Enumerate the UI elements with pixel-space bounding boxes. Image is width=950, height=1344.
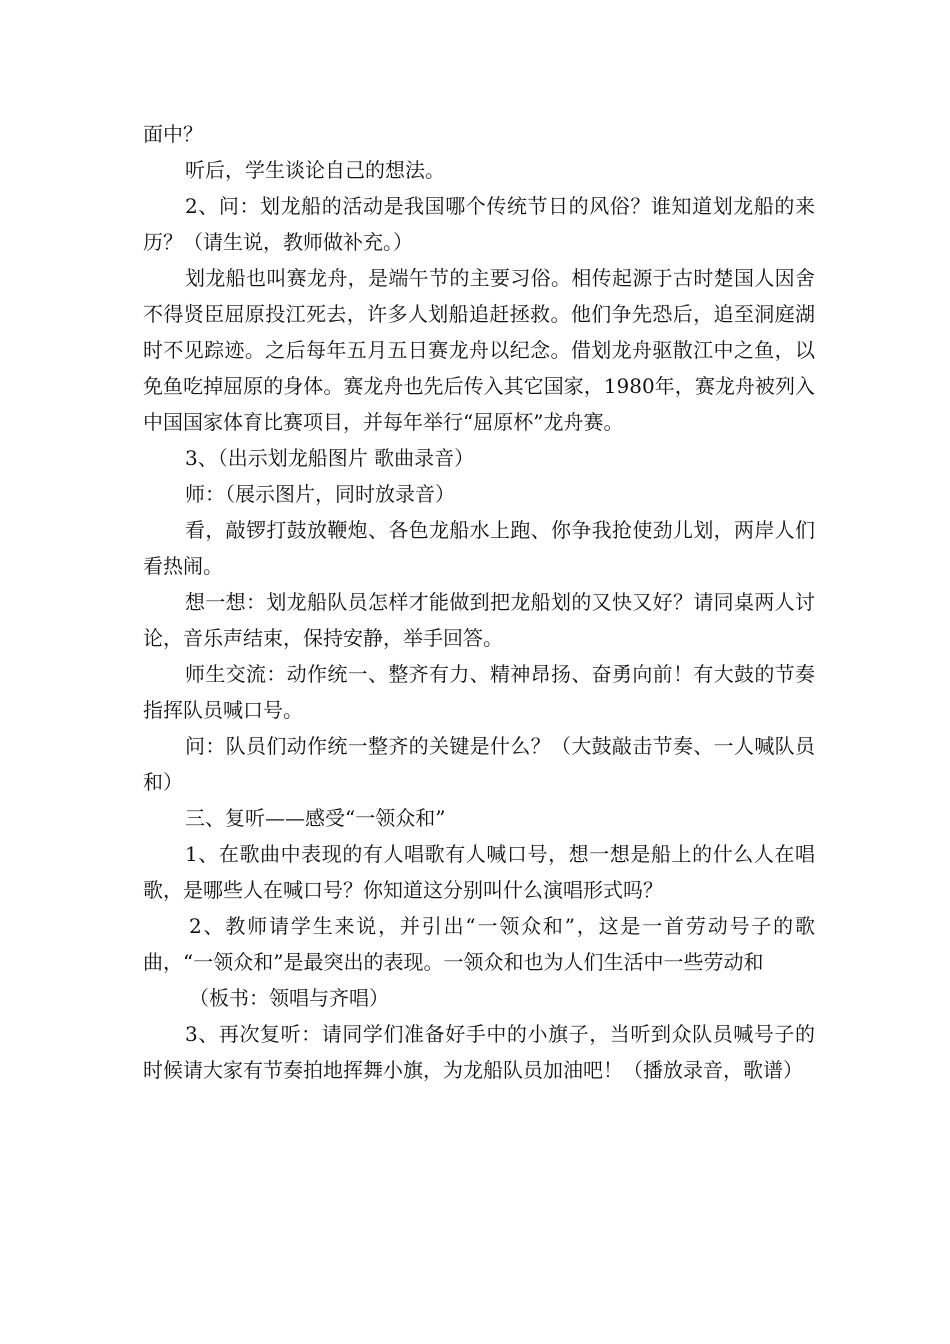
section-heading-3: 三、复听——感受“一领众和” bbox=[185, 806, 446, 830]
paragraph-question-2: 2、问：划龙船的活动是我国哪个传统节日的风俗？谁知道划龙船的来历？（请生说，教师做补充。） bbox=[143, 194, 815, 254]
paragraph-question-key: 问：队员们动作统一整齐的关键是什么？（大鼓敲击节奏、一人喊队员和） bbox=[143, 734, 815, 794]
paragraph-continuation: 面中？ bbox=[143, 122, 203, 146]
paragraph-item-2: 2、教师请学生来说，并引出“一领众和”，这是一首劳动号子的歌曲，“一领众和”是最突出的表现。一领众和也为人们生活中一些劳动和 bbox=[143, 914, 815, 974]
paragraph-teacher: 师：（展示图片，同时放录音） bbox=[185, 482, 455, 506]
document-body bbox=[143, 116, 815, 1088]
paragraph-after-listening: 听后，学生谈论自己的想法。 bbox=[185, 158, 445, 182]
paragraph-step-3: 3、（出示划龙船图片 歌曲录音） bbox=[185, 446, 475, 470]
paragraph-exchange: 师生交流：动作统一、整齐有力、精神昂扬、奋勇向前！有大鼓的节奏指挥队员喊口号。 bbox=[143, 662, 815, 722]
paragraph-item-3: 3、再次复听：请同学们准备好手中的小旗子，当听到众队员喊号子的时候请大家有节奏拍地挥舞小旗，为龙船队员加油吧！（播放录音，歌谱） bbox=[143, 1022, 815, 1082]
paragraph-item-1: 1、在歌曲中表现的有人唱歌有人喊口号，想一想是船上的什么人在唱歌，是哪些人在喊口号？你知道这分别叫什么演唱形式吗？ bbox=[143, 842, 815, 902]
paragraph-blackboard: （板书：领唱与齐唱） bbox=[189, 986, 389, 1010]
paragraph-dragon-boat-history: 划龙船也叫赛龙舟，是端午节的主要习俗。相传起源于古时楚国人因舍不得贤臣屈原投江死去，许多人划船追赶拯救。他们争先恐后，追至洞庭湖时不见踪迹。之后每年五月五日赛龙舟以纪念。借划龙舟驱散江中之鱼，以免鱼吃掉屈原的身体。赛龙舟也先后传入其它国家，1980年，赛龙舟被列入中国国家体育比赛项目，并每年举行“屈原杯”龙舟赛。 bbox=[143, 266, 815, 434]
paragraph-look: 看，敲锣打鼓放鞭炮、各色龙船水上跑、你争我抢使劲儿划，两岸人们看热闹。 bbox=[143, 518, 815, 578]
paragraph-think: 想一想：划龙船队员怎样才能做到把龙船划的又快又好？请同桌两人讨论，音乐声结束，保持安静，举手回答。 bbox=[143, 590, 815, 650]
